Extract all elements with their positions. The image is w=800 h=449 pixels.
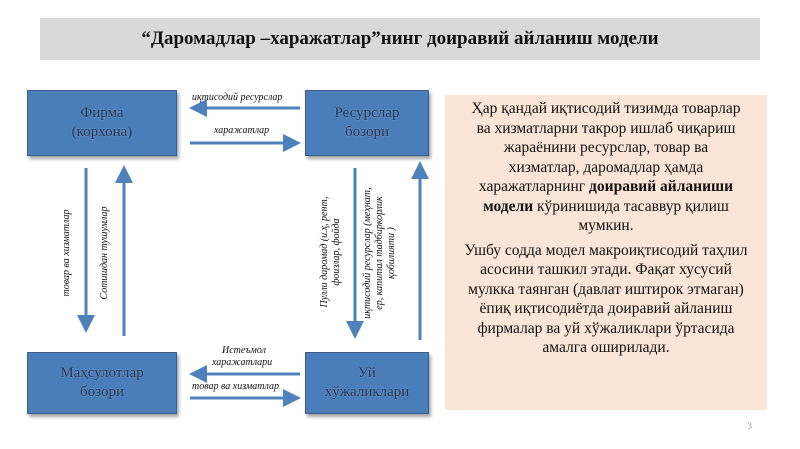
label-right-outer-2: ер, капитал тадбиркорлик <box>374 196 385 310</box>
box-households <box>305 352 429 414</box>
info-bold-term: доиравий айланиши модели <box>483 178 734 215</box>
label-bottom-upper-2: харажатлари <box>212 357 273 368</box>
box-product-market <box>27 352 177 414</box>
label-left-outer: товар ва хизматлар <box>61 209 72 297</box>
label-right-inner <box>319 177 343 327</box>
label-top-lower: харажатлар <box>214 125 270 136</box>
box-firm-label: Фирма (корхона) <box>71 105 133 140</box>
page-number: 3 <box>747 421 752 431</box>
label-right-inner-2: фоизлар, фойда <box>331 218 342 286</box>
label-bottom-upper-1: Истеъмол <box>222 345 267 356</box>
label-right-outer-1: иқтисодий ресурслар (меҳнат, <box>362 187 373 319</box>
label-top-upper: иқтисодий ресурслар <box>192 92 283 103</box>
box-resource-market-label: Ресурслар бозори <box>334 105 400 140</box>
slide-title: “Даромадлар –харажатлар”нинг доиравий айланиш модели <box>141 28 659 49</box>
info-paragraph-1: Ҳар қандай иқтисодий тизимда товарлар ва хизматларни такрор ишлаб чиқариш жараёнини ресурслар, товар ва хизматлар, даромадлар ҳамда харажатларнинг доиравий айланиши модели кўринишида тасаввур қилиш мумкин. <box>471 100 741 234</box>
label-right-outer-3: қобилияти ) <box>386 227 397 279</box>
box-households-label: Уй хўжаликлари <box>324 365 410 400</box>
box-resource-market <box>305 90 429 156</box>
label-bottom-lower: товар ва хизматлар <box>192 381 279 392</box>
label-left-inner: Сотишдан тушумлар <box>99 206 110 300</box>
info-paragraph-2: Ушбу содда модел макроиқтисодий таҳлил асосини ташкил этади. Фақат хусусий мулкка таянган (давлат иштирок этмаган) ёпиқ иқтисодиётда доиравий айланиш фирмалар ва уй хўжаликлари ўртасида амалга оширилади. <box>464 241 748 356</box>
label-right-outer <box>362 178 398 328</box>
label-right-inner-1: Пулли даромад (и.ҳ, рент, <box>319 196 330 308</box>
box-product-market-label: Маҳсулотлар бозори <box>60 365 144 400</box>
box-firm <box>27 90 177 156</box>
info-panel <box>445 95 767 410</box>
